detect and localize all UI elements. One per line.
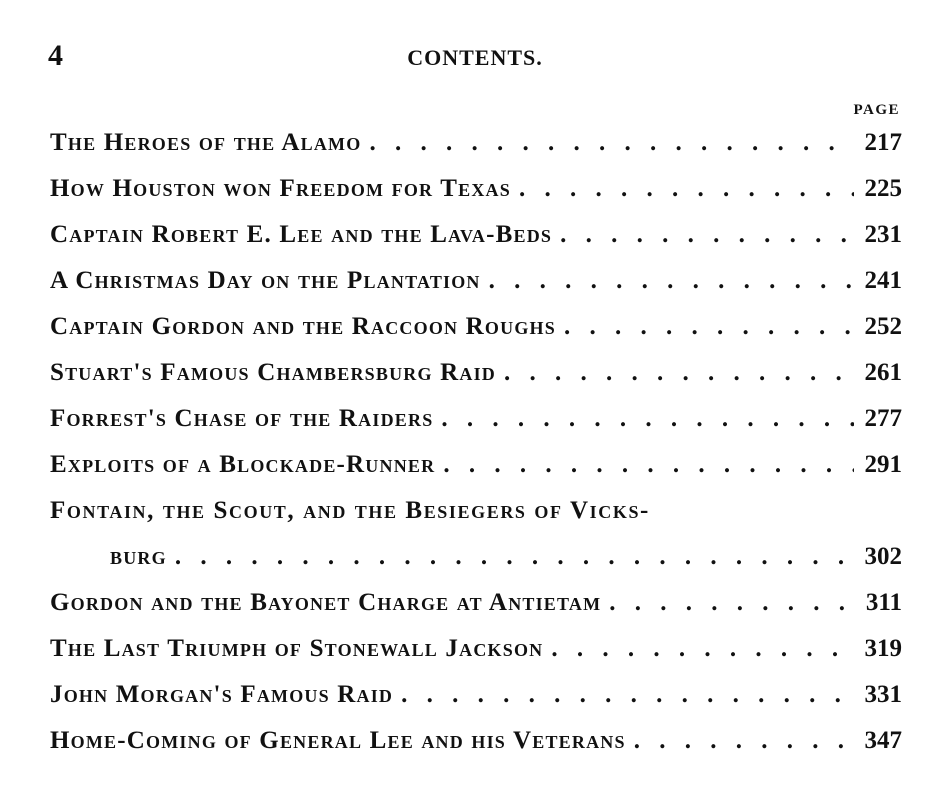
toc-entry bbox=[50, 442, 902, 488]
toc-entry-page: 347 bbox=[864, 727, 902, 754]
toc-entry-page: 231 bbox=[864, 221, 902, 248]
toc-entry-title: The Last Triumph of Stonewall Jackson bbox=[50, 635, 544, 662]
toc-entry-title: burg bbox=[110, 543, 167, 570]
toc-entry-title: John Morgan's Famous Raid bbox=[50, 681, 394, 708]
toc-entry bbox=[50, 718, 902, 764]
dot-leader bbox=[435, 451, 854, 479]
toc-entry-title: Captain Robert E. Lee and the Lava-Beds bbox=[50, 221, 553, 248]
toc-entry-page: 311 bbox=[865, 589, 902, 616]
table-of-contents bbox=[50, 120, 902, 764]
toc-entry bbox=[50, 626, 902, 672]
toc-entry bbox=[50, 258, 902, 304]
toc-entry-page: 217 bbox=[864, 129, 902, 156]
dot-leader bbox=[511, 175, 854, 203]
dot-leader bbox=[481, 267, 854, 295]
page-column-label: PAGE bbox=[853, 102, 900, 118]
toc-entry-page: 261 bbox=[864, 359, 902, 386]
toc-entry-title: Captain Gordon and the Raccoon Roughs bbox=[50, 313, 556, 340]
toc-entry bbox=[50, 350, 902, 396]
toc-entry bbox=[50, 488, 902, 534]
toc-entry-title: Stuart's Famous Chambersburg Raid bbox=[50, 359, 496, 386]
toc-entry bbox=[50, 166, 902, 212]
toc-entry-title: Forrest's Chase of the Raiders bbox=[50, 405, 434, 432]
toc-entry-page: 252 bbox=[864, 313, 902, 340]
toc-entry bbox=[50, 396, 902, 442]
toc-entry-continuation bbox=[50, 534, 902, 580]
toc-entry-page: 277 bbox=[864, 405, 902, 432]
dot-leader bbox=[543, 635, 854, 663]
dot-leader bbox=[601, 589, 854, 617]
toc-entry-page: 291 bbox=[864, 451, 902, 478]
toc-entry-title: A Christmas Day on the Plantation bbox=[50, 267, 481, 294]
toc-entry bbox=[50, 672, 902, 718]
dot-leader bbox=[552, 221, 854, 249]
toc-entry-page: 241 bbox=[864, 267, 902, 294]
dot-leader bbox=[361, 129, 854, 157]
dot-leader bbox=[167, 543, 854, 571]
toc-entry-title: Exploits of a Blockade-Runner bbox=[50, 451, 436, 478]
toc-entry-page: 225 bbox=[864, 175, 902, 202]
toc-entry-page: 331 bbox=[864, 681, 902, 708]
toc-entry-title: Fontain, the Scout, and the Besiegers of Vicks- bbox=[50, 497, 650, 524]
dot-leader bbox=[393, 681, 854, 709]
dot-leader bbox=[626, 727, 854, 755]
toc-entry bbox=[50, 580, 902, 626]
dot-leader bbox=[433, 405, 854, 433]
toc-entry bbox=[50, 212, 902, 258]
toc-entry-title: Gordon and the Bayonet Charge at Antietam bbox=[50, 589, 602, 616]
dot-leader bbox=[496, 359, 854, 387]
toc-entry-title: Home-Coming of General Lee and his Veterans bbox=[50, 727, 626, 754]
toc-entry bbox=[50, 120, 902, 166]
toc-entry-title: How Houston won Freedom for Texas bbox=[50, 175, 511, 202]
running-head: CONTENTS. bbox=[407, 45, 543, 70]
dot-leader bbox=[556, 313, 854, 341]
page-number: 4 bbox=[48, 39, 63, 72]
toc-entry-title: The Heroes of the Alamo bbox=[50, 129, 362, 156]
toc-entry-page: 302 bbox=[864, 543, 902, 570]
toc-entry-page: 319 bbox=[864, 635, 902, 662]
toc-entry bbox=[50, 304, 902, 350]
